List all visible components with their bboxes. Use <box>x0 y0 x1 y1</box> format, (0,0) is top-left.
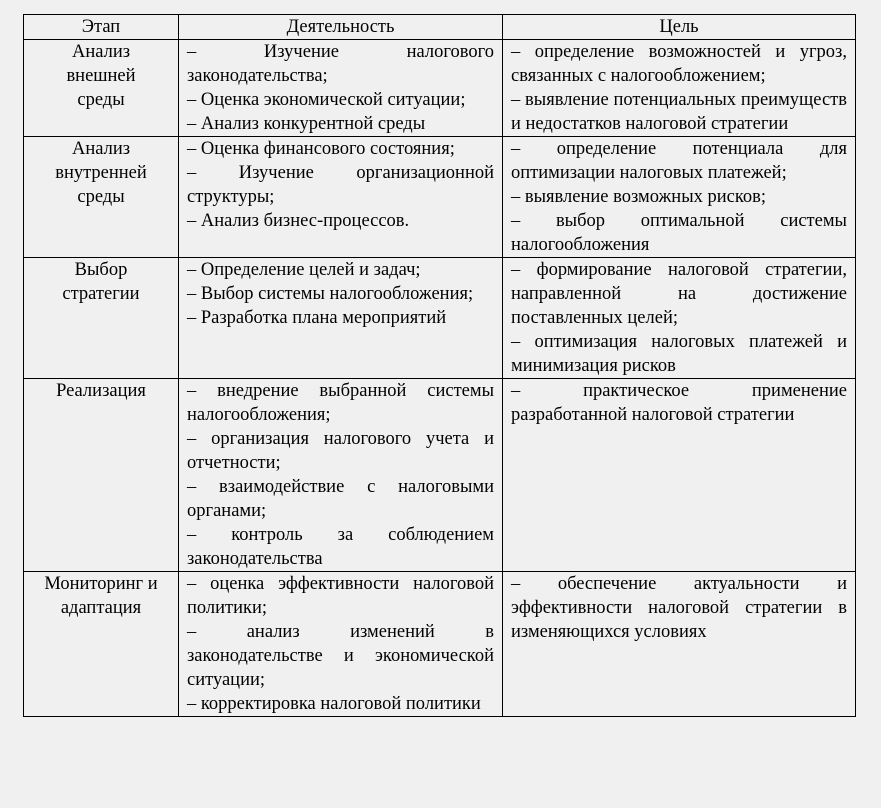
table-row <box>24 379 856 572</box>
activity-item: – Определение целей и задач; <box>187 260 421 280</box>
activity-item: – взаимодействие с налоговыми органами; <box>187 477 494 521</box>
goal-cell <box>503 137 856 258</box>
goal-item: – оптимизация налоговых платежей и минимизация рисков <box>511 332 847 376</box>
table-row <box>24 258 856 379</box>
goal-item: – определение возможностей и угроз, связанных с налогообложением; <box>511 42 847 86</box>
activity-item: – оценка эффективности налоговой политики; <box>187 574 494 618</box>
goal-cell <box>503 258 856 379</box>
header-activity: Деятельность <box>179 15 503 40</box>
header-stage: Этап <box>24 15 179 40</box>
stage-cell: Реализация <box>24 379 179 572</box>
activity-item: – Изучение организационной структуры; <box>187 163 494 207</box>
activity-item: – Оценка финансового состояния; <box>187 139 455 159</box>
activity-item: – Анализ конкурентной среды <box>187 114 426 134</box>
goal-cell <box>503 572 856 717</box>
activity-item: – Оценка экономической ситуации; <box>187 90 466 110</box>
activity-item: – Анализ бизнес-процессов. <box>187 211 410 231</box>
activity-item: – Разработка плана мероприятий <box>187 308 447 328</box>
goal-item: – выбор оптимальной системы налогообложения <box>511 211 847 255</box>
activity-item: – анализ изменений в законодательстве и экономической ситуации; <box>187 622 494 690</box>
activity-item: – организация налогового учета и отчетности; <box>187 429 494 473</box>
activity-cell <box>179 572 503 717</box>
activity-cell <box>179 379 503 572</box>
goal-item: – обеспечение актуальности и эффективности налоговой стратегии в изменяющихся условиях <box>511 574 847 642</box>
table-row <box>24 137 856 258</box>
stage-cell: Анализ внутренней среды <box>24 137 179 258</box>
goal-item: – определение потенциала для оптимизации налоговых платежей; <box>511 139 847 183</box>
strategy-table <box>23 14 856 717</box>
header-row <box>24 15 856 40</box>
activity-item: – корректировка налоговой политики <box>187 694 481 714</box>
activity-cell <box>179 137 503 258</box>
activity-cell <box>179 258 503 379</box>
table-row <box>24 572 856 717</box>
stage-cell: Выбор стратегии <box>24 258 179 379</box>
goal-item: – выявление потенциальных преимуществ и недостатков налоговой стратегии <box>511 90 847 134</box>
stage-cell: Анализ внешней среды <box>24 40 179 137</box>
activity-item: – Изучение налогового законодательства; <box>187 42 494 86</box>
activity-item: – внедрение выбранной системы налогообложения; <box>187 381 494 425</box>
goal-item: – формирование налоговой стратегии, направленной на достижение поставленных целей; <box>511 260 847 328</box>
activity-item: – контроль за соблюдением законодательства <box>187 525 494 569</box>
activity-cell <box>179 40 503 137</box>
goal-cell <box>503 379 856 572</box>
header-goal: Цель <box>503 15 856 40</box>
activity-item: – Выбор системы налогообложения; <box>187 284 474 304</box>
goal-item: – выявление возможных рисков; <box>511 187 767 207</box>
stage-cell: Мониторинг и адаптация <box>24 572 179 717</box>
goal-cell <box>503 40 856 137</box>
table-row <box>24 40 856 137</box>
goal-item: – практическое применение разработанной налоговой стратегии <box>511 381 847 425</box>
